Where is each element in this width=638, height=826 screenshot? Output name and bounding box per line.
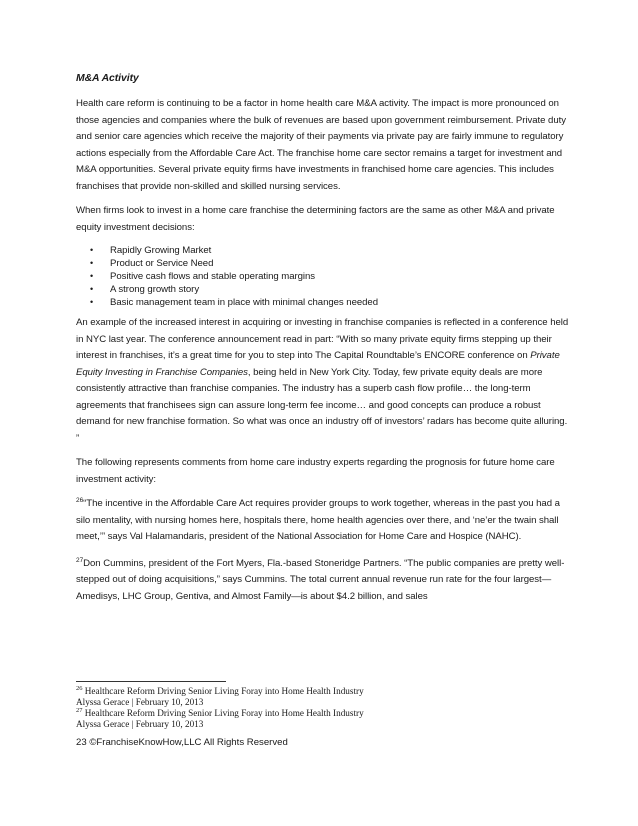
paragraph-factors: When firms look to invest in a home care franchise the determining factors are the same as other M&A and private equity investment decisions:: [76, 205, 555, 233]
paragraph-experts-intro: The following represents comments from home care industry experts regarding the prognosis for future home care investment activity:: [76, 457, 555, 485]
list-item-text: Basic management team in place with minimal changes needed: [110, 297, 379, 308]
conference-text-start: An example of the increased interest in acquiring or investing in franchise companies is reflected in a conference held in NYC last year. The conference announcement read in part: “With so many private equity firms stepping up their interest in franchises, it’s a great time for you to step into The Capital Roundtable’s ENCORE conference on: [76, 317, 569, 361]
footnote-number: 27: [76, 706, 83, 714]
footnote-author: Alyssa Gerace | February 10, 2013: [76, 697, 204, 707]
paragraph-intro: Health care reform is continuing to be a factor in home health care M&A activity. The impact is more pronounced on those agencies and companies where the bulk of revenues are based upon government reimbursement. Private duty and senior care agencies which receive the majority of their payments via private pay are fairly immune to regulatory actions especially from the Affordable Care Act. The franchise home care sector remains a target for investment and M&A opportunities. Several private equity firms have investments in franchised home care agencies. This includes franchises that provide non-skilled and skilled nursing services.: [76, 98, 566, 192]
quote-text: Don Cummins, president of the Fort Myers, Fla.-based Stoneridge Partners. “The public companies are pretty well-stepped out of doing acquisitions,” says Cummins. The total current annual revenue run rate for the four largest—Amedisys, LHC Group, Gentiva, and Almost Family—is about $4.2 billion, and sales: [76, 557, 565, 602]
list-item: [76, 257, 572, 270]
list-item-text: Positive cash flows and stable operating margins: [110, 271, 316, 282]
bullet-icon: •: [90, 297, 94, 307]
conference-text-end: , being held in New York City. Today, few private equity deals are more consistently attractive than franchise companies. The industry has a superb cash flow profile… the long-term agreements that franchisees sign can assure long-term fee income… and good concepts can produce a robust demand for new franchise formation. So what was once an industry off of investors’ radars has become quite alluring. ”: [76, 366, 568, 444]
list-item-text: Rapidly Growing Market: [110, 245, 212, 256]
bullet-icon: •: [90, 271, 94, 281]
page-footer: 23 ©FranchiseKnowHow,LLC All Rights Reserved: [76, 737, 288, 748]
footnote-ref: 26: [76, 496, 84, 504]
footnote-title: [76, 708, 572, 719]
footnote-title-text: Healthcare Reform Driving Senior Living Foray into Home Health Industry: [82, 686, 364, 696]
factor-list: [76, 244, 572, 309]
footnote-divider: [76, 681, 226, 682]
bullet-icon: •: [90, 245, 94, 255]
quote-cummins: [76, 556, 572, 606]
bullet-icon: •: [90, 284, 94, 294]
footnote-title-text: Healthcare Reform Driving Senior Living Foray into Home Health Industry: [82, 708, 364, 718]
list-item: [76, 296, 572, 309]
footnotes: [76, 681, 572, 730]
footnote-number: 26: [76, 684, 83, 692]
main-content: [76, 72, 572, 613]
list-item: [76, 270, 572, 283]
conference-title: Private Equity Investing in Franchise Companies: [76, 350, 560, 378]
list-item-text: Product or Service Need: [110, 258, 214, 269]
bullet-icon: •: [90, 258, 94, 268]
quote-halamandaris: [76, 496, 572, 546]
footnote-author: Alyssa Gerace | February 10, 2013: [76, 719, 204, 729]
list-item: [76, 283, 572, 296]
footnote-ref: 27: [76, 556, 84, 564]
quote-text: “The incentive in the Affordable Care Act requires provider groups to work together, whereas in the past you had a silo mentality, with nursing homes here, hospitals there, home health agencies over there, and ‘ne’er the twain shall meet,’” says Val Halamandaris, president of the National Association for Home Care and Hospice (NAHC).: [76, 498, 560, 542]
footnote-title: [76, 686, 572, 697]
paragraph-conference: [76, 315, 572, 447]
list-item-text: A strong growth story: [110, 284, 200, 295]
list-item: [76, 244, 572, 257]
section-heading: M&A Activity: [76, 73, 139, 84]
